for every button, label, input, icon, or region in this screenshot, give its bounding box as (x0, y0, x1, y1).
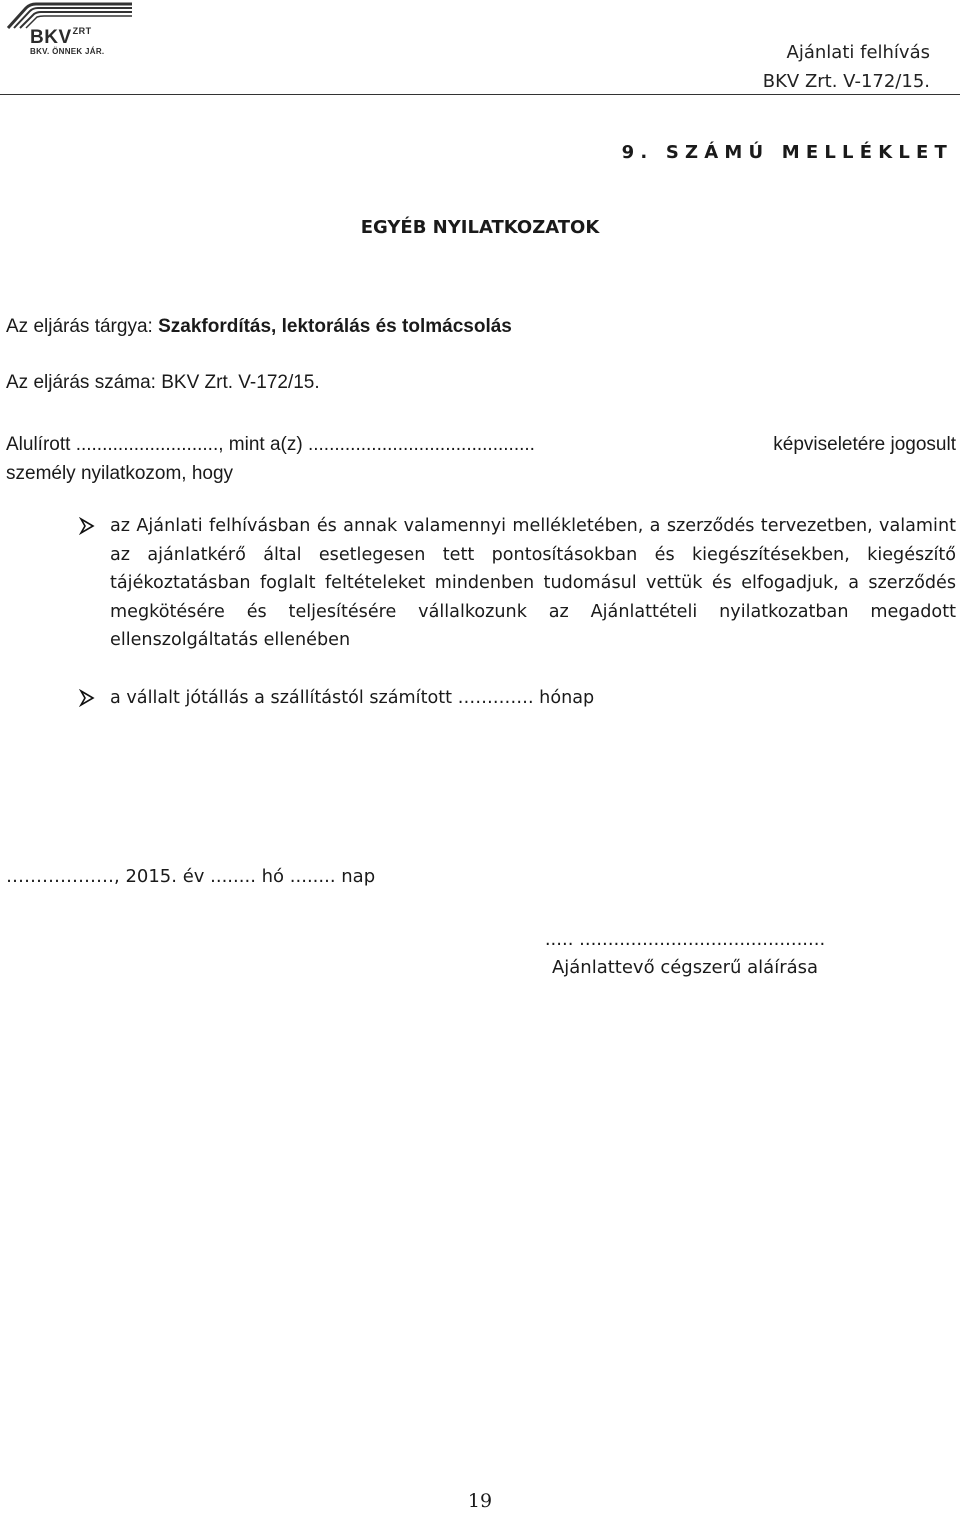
subject-value: Szakfordítás, lektorálás és tolmácsolás (158, 316, 512, 337)
list-item (110, 684, 956, 713)
bullet-text: az Ajánlati felhívásban és annak valamennyi mellékletében, a szerződés tervezetben, valamint az ajánlatkérő által esetlegesen tett pontosításokban és kiegészítésekben, kiegészítő tájékoztatásban foglalt feltételeket mindenben tudomásul vettük és elfogadjuk, a szerződés megkötésére és teljesítésére vállalkozunk az Ajánlattételi nyilatkozatban megadott ellenszolgáltatás ellenében (110, 516, 956, 651)
document-title: EGYÉB NYILATKOZATOK (360, 217, 600, 238)
signature-dots: ..... ........................................... (544, 929, 826, 950)
date-line: ………………, 2015. év ........ hó ........ nap (6, 866, 376, 887)
signature-label: Ajánlattevő cégszerű aláírása (551, 957, 819, 978)
procedure-number (6, 372, 320, 394)
reference-number: BKV Zrt. V-172/15. (762, 71, 930, 92)
procedure-number-label: Az eljárás száma: (6, 372, 162, 393)
doc-type: Ajánlati felhívás (786, 42, 930, 63)
arrow-bullet-icon (78, 517, 96, 535)
undersigned-part3: személy nyilatkozom, hogy (6, 463, 234, 484)
bkv-logo (4, 0, 134, 62)
bullet-text: a vállalt jótállás a szállítástól számított …………. hónap (110, 688, 595, 708)
signature-block (520, 926, 850, 982)
list-item (110, 512, 956, 655)
undersigned-part2: képviseletére jogosult (773, 434, 956, 455)
procedure-number-value: BKV Zrt. V-172/15. (161, 372, 320, 393)
logo-tagline: BKV. ÖNNEK JÁR. (30, 47, 105, 56)
header-reference (763, 38, 930, 96)
page-number: 19 (467, 1490, 493, 1512)
logo-brand: $BKV^{ZRT}$ (30, 26, 92, 48)
undersigned-statement (6, 430, 956, 488)
subject-label: Az eljárás tárgya: (6, 316, 159, 337)
header-divider (0, 94, 960, 95)
procedure-subject (6, 316, 512, 338)
undersigned-part1: Alulírott ..........................., mint a(z) ........................................... (6, 434, 535, 455)
arrow-bullet-icon (78, 689, 96, 707)
annex-label: 9. SZÁMÚ MELLÉKLET (621, 142, 953, 163)
